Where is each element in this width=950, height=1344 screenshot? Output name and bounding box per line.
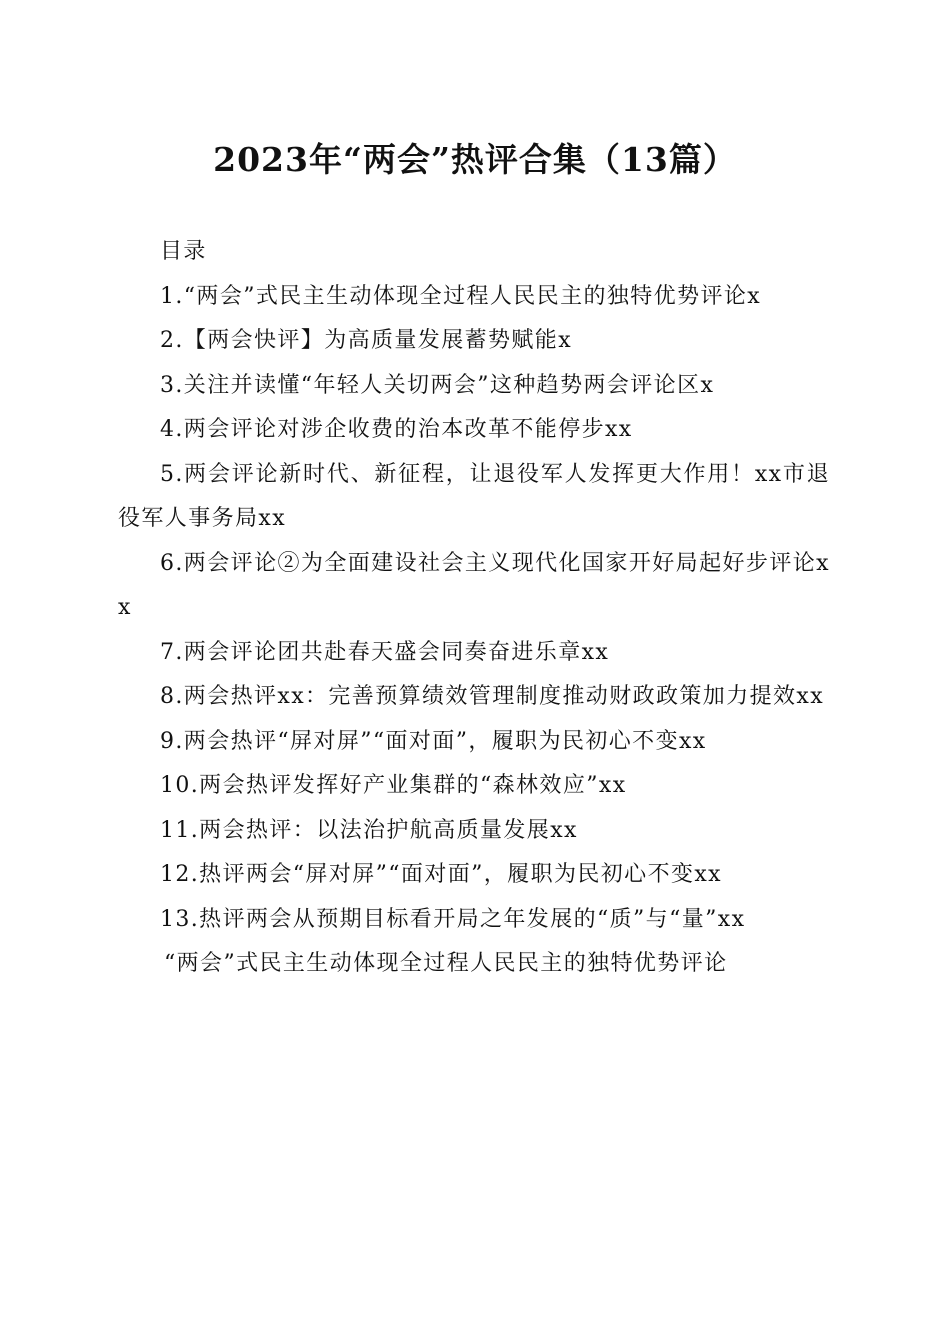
table-of-contents [118, 275, 830, 943]
toc-item: 5.两会评论新时代、新征程，让退役军人发挥更大作用！xx市退役军人事务局xx [118, 461, 830, 531]
toc-item: 1.“两会”式民主生动体现全过程人民民主的独特优势评论x [160, 283, 762, 309]
toc-heading: 目录 [160, 239, 207, 264]
toc-item: 8.两会热评xx：完善预算绩效管理制度推动财政政策加力提效xx [160, 684, 825, 709]
toc-item: 2.【两会快评】为高质量发展蓄势赋能x [160, 328, 572, 353]
document-body [118, 230, 830, 987]
toc-item: 4.两会评论对涉企收费的治本改革不能停步xx [160, 417, 633, 442]
toc-item: 3.关注并读懂“年轻人关切两会”这种趋势两会评论区x [160, 372, 715, 398]
toc-item: 7.两会评论团共赴春天盛会同奏奋进乐章xx [160, 639, 610, 665]
toc-item: 12.热评两会“屏对屏”“面对面”，履职为民初心不变xx [160, 862, 722, 887]
toc-item: 13.热评两会从预期目标看开局之年发展的“质”与“量”xx [160, 906, 746, 932]
document-title: 2023年“两会”热评合集（13篇） [213, 140, 737, 179]
toc-item: 11.两会热评：以法治护航高质量发展xx [160, 817, 578, 843]
toc-item: 6.两会评论②为全面建设社会主义现代化国家开好局起好步评论xx [118, 550, 830, 620]
toc-item: 9.两会热评“屏对屏”“面对面”，履职为民初心不变xx [160, 728, 707, 754]
first-article-title: “两会”式民主生动体现全过程人民民主的独特优势评论 [164, 951, 728, 976]
toc-item: 10.两会热评发挥好产业集群的“森林效应”xx [160, 773, 627, 798]
